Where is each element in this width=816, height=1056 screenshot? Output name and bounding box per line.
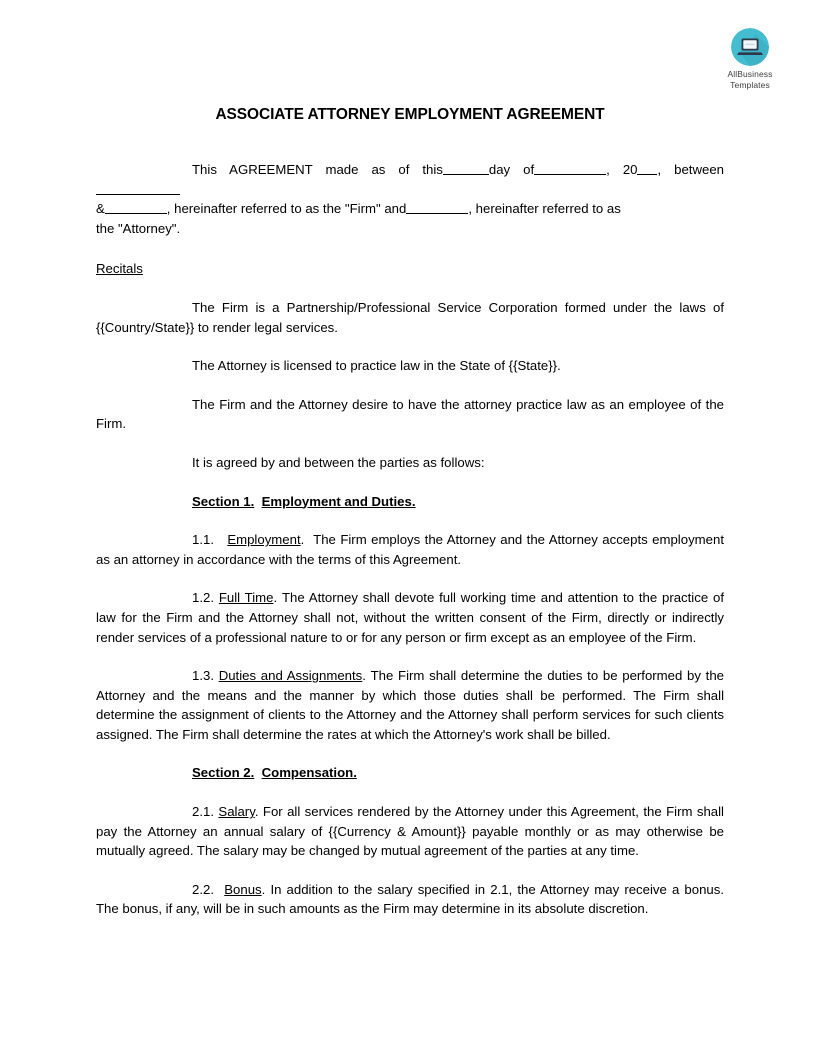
section-number-2: Section 2. [192,765,255,781]
spacer [96,238,724,259]
brand-name-line2: Templates [730,79,770,90]
section-title-1: Employment and Duties. [261,493,416,509]
preamble-line2-end: , hereinafter referred to as [468,201,621,217]
clause-number-2-1: 2.1. [192,804,214,820]
clause-body-1-1: The Firm employs the Attorney and the Attorney accepts employment as an attorney in accordance with the terms of this Agreement. [96,532,724,567]
spacer [96,124,724,160]
month-blank[interactable] [534,161,606,175]
spacer [96,511,724,530]
brand-name-line1: AllBusiness [727,69,773,79]
clause-title-suffix-1-1: . [300,532,305,548]
preamble-paragraph [96,160,724,238]
page-title: ASSOCIATE ATTORNEY EMPLOYMENT AGREEMENT [215,106,605,123]
clause-title-1-3: Duties and Assignments [218,668,363,684]
clause-number-1-3: 1.3. [192,668,214,684]
recital-paragraph-3: The Firm and the Attorney desire to have the attorney practice law as an employee of the Firm. [96,396,724,432]
day-blank[interactable] [443,161,489,175]
attorney-party-blank[interactable] [406,200,468,214]
spacer [96,376,724,395]
laptop-icon [731,28,769,66]
clause-title-1-1: Employment [227,532,301,548]
clause-title-suffix-2-2: . [261,881,266,897]
clause-1-1 [96,530,724,569]
clause-body-2-2: In addition to the salary specified in 2.1, the Attorney may receive a bonus. The bonus, if any, will be in such amounts as the Firm may determine in its absolute discretion. [96,881,725,917]
preamble-year-prefix: , 20 [606,162,638,177]
clause-title-suffix-2-1: . [254,804,259,820]
spacer [96,337,724,356]
spacer [96,647,724,666]
preamble-lead: This AGREEMENT made as of this [192,162,443,177]
clause-title-2-2: Bonus [224,881,262,897]
clause-body-1-2: The Attorney shall devote full working time and attention to the practice of law for the Firm and the Attorney shall not, without the written consent of the Firm, directly or indirectly render services of a professional nature to or for any person or firm except as an employee of the Firm. [96,590,724,645]
spacer [96,744,724,763]
section-heading-2 [96,763,724,783]
spacer [96,569,724,588]
recital-paragraph-2: The Attorney is licensed to practice law in the State of {{State}}. [192,358,561,374]
firm-party-blank[interactable] [96,181,180,195]
clause-title-suffix-1-3: . [362,668,366,684]
second-party-blank[interactable] [105,200,167,214]
spacer [96,783,724,802]
preamble-line2-mid: , hereinafter referred to as the "Firm" and [166,201,407,217]
section-heading-1 [96,492,724,512]
clause-2-1 [96,802,724,861]
clause-title-2-1: Salary [218,804,255,820]
section-number-1: Section 1. [192,493,255,509]
spacer [96,861,724,880]
preamble-line3: the "Attorney". [96,220,181,236]
spacer [96,279,724,298]
recitals-heading-text: Recitals [96,261,143,277]
document-page [96,0,724,1056]
recital-paragraph-1: The Firm is a Partnership/Professional Service Corporation formed under the laws of {{Country/State}} to render legal services. [96,299,724,335]
spacer [96,473,724,492]
clause-number-1-2: 1.2. [192,590,214,606]
clause-1-2 [96,588,724,647]
recital-paragraph-4: It is agreed by and between the parties as follows: [192,454,485,470]
clause-body-1-3: The Firm shall determine the duties to be performed by the Attorney and the means and the manner by which those duties shall be performed. The Firm shall determine the assignment of clients to the Attorney and the Attorney shall perform services for such clients assigned. The Firm shall determine the rates at which the Attorney's work shall be billed. [96,668,724,742]
preamble-after-year: , between [657,162,725,177]
clause-number-2-2: 2.2. [192,881,214,897]
clause-number-1-1: 1.1. [192,532,214,548]
recitals-heading [96,259,724,279]
clause-body-2-1: For all services rendered by the Attorney under this Agreement, the Firm shall pay the Attorney an annual salary of {{Currency & Amount}} payable monthly or as may otherwise be mutually agreed. The salary may be changed by mutual agreement of the parties at any time. [96,804,724,859]
clause-title-1-2: Full Time [218,590,274,606]
clause-1-3 [96,666,724,744]
preamble-line2-start: & [96,201,105,217]
clause-2-2 [96,880,724,919]
spacer [96,434,724,453]
preamble-after-day: day of [488,162,535,177]
clause-title-suffix-1-2: . [273,590,278,606]
section-title-2: Compensation. [261,765,357,781]
year-blank[interactable] [637,161,657,175]
